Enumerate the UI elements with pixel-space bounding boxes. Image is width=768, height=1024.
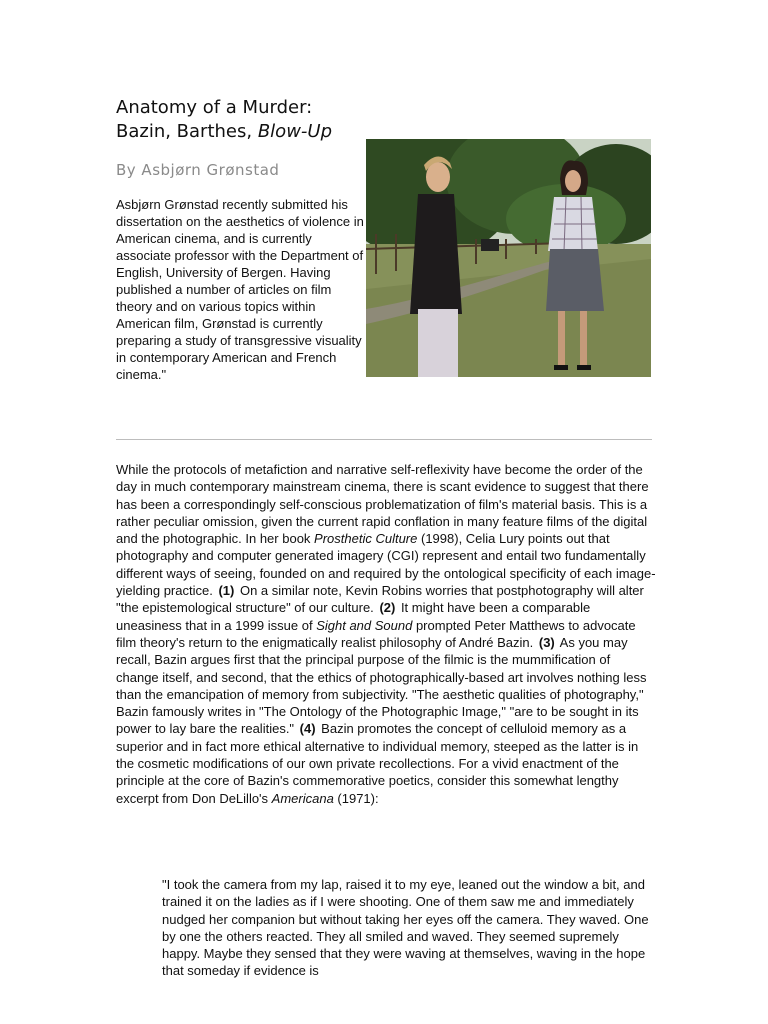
footnote-1[interactable]: (1): [218, 583, 235, 599]
body-text-6: As you may recall, Bazin argues first that the principal purpose of the filmic is the mummification of change itself, and second, that the ethics of photographically-based art involves nothing less than the emancipation of memory from subjectivity. "The aesthetic qualities of photography," Bazin famously writes in "The Ontology of the Photographic Image," "are to be sought in its power to lay bare the realities.": [116, 634, 647, 737]
body-text-1: While the protocols of metafiction and narrative self-reflexivity have become the order of the day in much contemporary mainstream cinema, there is scant evidence to suggest that there has been a correspondingly self-conscious problematization of film's material basis. This is a rather peculiar omission, given the current rapid conflation in many feature films of the digital and the photographic. In her book: [116, 462, 649, 547]
book-title-americana: Americana: [271, 790, 334, 806]
author-byline: By Asbjørn Grønstad: [116, 161, 280, 179]
footnote-4[interactable]: (4): [299, 721, 316, 737]
body-text-5: prompted Peter Matthews to advocate film theory's return to the enigmatically realist philosophy of André Bazin.: [116, 617, 636, 650]
title-film-name: Blow-Up: [257, 121, 333, 142]
book-title-prosthetic-culture: Prosthetic Culture: [314, 531, 418, 547]
section-divider: [116, 439, 652, 440]
body-text-4: It might have been a comparable uneasiness that in a 1999 issue of: [116, 600, 591, 633]
title-line-1: Anatomy of a Murder:: [116, 97, 313, 118]
film-still-photo: [366, 139, 651, 377]
block-quote: "I took the camera from my lap, raised it to my eye, leaned out the window a bit, and trained it on the ladies as if I were shooting. One of them saw me and immediately nudged her companion but without taking her eyes off the camera. They waved. One by one the others reacted. They all smiled and waved. They seemed supremely happy. Maybe they sensed that they were waving at themselves, waving in the hope that someday if evidence is: [162, 877, 649, 979]
article-body: [116, 461, 656, 807]
body-text-2: (1998), Celia Lury points out that photography and computer generated imagery (CGI) represent and entail two fundamentally different ways of seeing, founded on and required by the ontological specificity of each image-yielding practice.: [116, 531, 656, 599]
title-line-2: Bazin, Barthes,: [116, 121, 258, 142]
body-text-8: (1971):: [333, 790, 379, 806]
footnote-2[interactable]: (2): [379, 600, 396, 616]
body-text-7: Bazin promotes the concept of celluloid memory as a superior and in fact more ethical alternative to individual memory, steeped as the latter is in the cosmetic modifications of our own private recollections. For a vivid enactment of the principle at the core of Bazin's commemorative poetics, consider this somewhat lengthy excerpt from Don DeLillo's: [116, 721, 639, 806]
body-text-3: On a similar note, Kevin Robins worries that postphotography will alter "the epistemological structure" of our culture.: [116, 583, 644, 616]
article-title: [116, 96, 366, 144]
footnote-3[interactable]: (3): [538, 634, 555, 650]
author-bio: Asbjørn Grønstad recently submitted his dissertation on the aesthetics of violence in American cinema, and is currently associate professor with the Department of English, University of Bergen. Having published a number of articles on film theory and on various topics within American film, Grønstad is currently preparing a study of transgressive visuality in contemporary American and French cinema.": [116, 197, 364, 382]
magazine-title: Sight and Sound: [316, 617, 413, 633]
